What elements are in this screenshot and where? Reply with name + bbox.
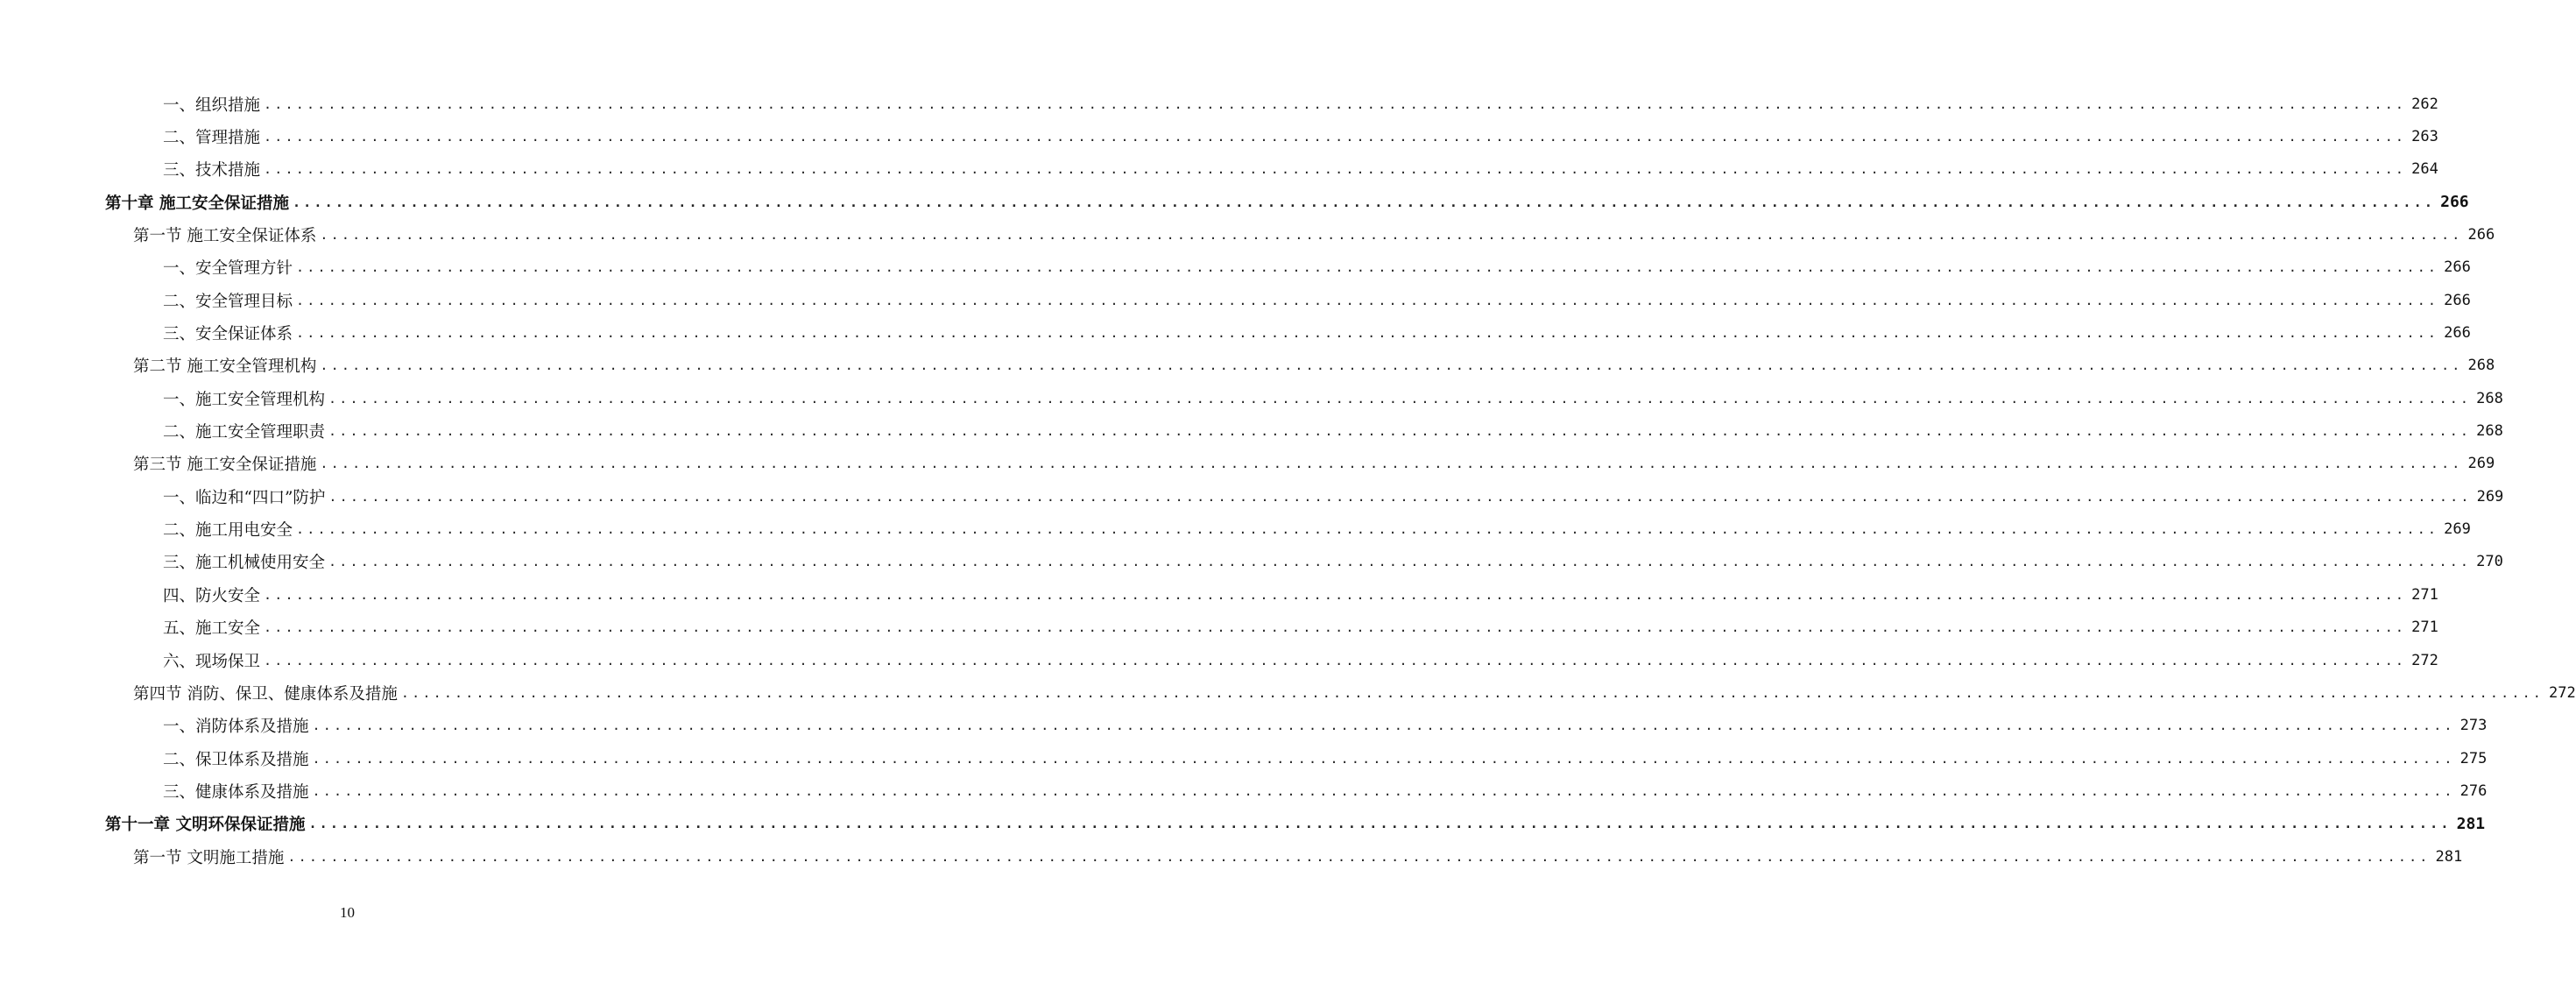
toc-dot-leader: ........................................................................................................................................................................................................ (320, 456, 2463, 472)
toc-entry-title: 第十章 施工安全保证措施 (105, 194, 289, 213)
toc-dot-leader: ........................................................................................................................................................................................................ (328, 390, 2472, 407)
toc-entry-page-number: 271 (2411, 585, 2438, 604)
toc-entry-title: 二、安全管理目标 (163, 292, 293, 311)
toc-entry-page-number: 275 (2460, 749, 2488, 767)
toc-dot-leader: ........................................................................................................................................................................................................ (320, 227, 2463, 244)
toc-entry-title: 二、保卫体系及措施 (163, 750, 309, 769)
toc-entry-page-number: 270 (2476, 553, 2503, 571)
toc-entry-page-number: 262 (2411, 95, 2438, 113)
toc-dot-leader: ........................................................................................................................................................................................................ (328, 554, 2472, 570)
toc-entry-title: 三、施工机械使用安全 (163, 554, 326, 573)
toc-entry-title: 第十一章 文明环保保证措施 (105, 816, 306, 835)
toc-entry-title: 三、健康体系及措施 (163, 782, 309, 802)
toc-dot-leader: ........................................................................................................................................................................................................ (312, 782, 2455, 799)
toc-subsection-entry[interactable] (0, 612, 2438, 644)
toc-subsection-entry[interactable] (0, 414, 2503, 447)
toc-section-entry[interactable] (0, 218, 2495, 251)
toc-subsection-entry[interactable] (0, 251, 2471, 284)
toc-subsection-entry[interactable] (0, 513, 2471, 545)
toc-subsection-entry[interactable] (0, 316, 2471, 349)
toc-entry-page-number: 266 (2444, 324, 2471, 343)
toc-dot-leader: ........................................................................................................................................................................................................ (400, 684, 2544, 701)
toc-entry-page-number: 269 (2444, 520, 2471, 539)
toc-subsection-entry[interactable] (0, 644, 2438, 676)
toc-subsection-entry[interactable] (0, 88, 2438, 120)
toc-dot-leader: ........................................................................................................................................................................................................ (264, 95, 2407, 112)
toc-dot-leader: ........................................................................................................................................................................................................ (328, 488, 2472, 505)
toc-subsection-entry[interactable] (0, 120, 2438, 152)
page-number: 10 (340, 904, 355, 921)
toc-subsection-entry[interactable] (0, 774, 2488, 807)
toc-entry-page-number: 269 (2467, 455, 2495, 473)
toc-subsection-entry[interactable] (0, 710, 2488, 742)
toc-entry-page-number: 268 (2476, 422, 2503, 441)
toc-entry-page-number: 276 (2460, 781, 2488, 800)
toc-dot-leader: ........................................................................................................................................................................................................ (296, 325, 2439, 342)
toc-section-entry[interactable] (0, 448, 2495, 480)
toc-entry-title: 第一节 施工安全保证体系 (133, 227, 317, 246)
toc-entry-page-number: 268 (2476, 389, 2503, 407)
toc-entry-page-number: 273 (2460, 717, 2488, 735)
toc-subsection-entry[interactable] (0, 153, 2438, 186)
toc-subsection-entry[interactable] (0, 480, 2504, 513)
toc-entry-title: 一、安全管理方针 (163, 259, 293, 279)
toc-dot-leader: ........................................................................................................................................................................................................ (264, 619, 2407, 636)
toc-dot-leader: ........................................................................................................................................................................................................ (264, 161, 2407, 178)
toc-entry-title: 第四节 消防、保卫、健康体系及措施 (133, 684, 398, 704)
toc-dot-leader: ........................................................................................................................................................................................................ (296, 521, 2439, 538)
table-of-contents (0, 88, 2576, 873)
toc-dot-leader: ........................................................................................................................................................................................................ (264, 586, 2407, 603)
toc-dot-leader: ........................................................................................................................................................................................................ (312, 718, 2455, 734)
toc-entry-title: 一、组织措施 (163, 95, 261, 115)
toc-entry-title: 二、施工安全管理职责 (163, 423, 326, 442)
toc-entry-title: 第三节 施工安全保证措施 (133, 456, 317, 475)
toc-subsection-entry[interactable] (0, 382, 2503, 414)
toc-dot-leader: ........................................................................................................................................................................................................ (308, 816, 2452, 832)
toc-entry-title: 六、现场保卫 (163, 652, 261, 671)
toc-entry-title: 第二节 施工安全管理机构 (133, 357, 317, 377)
toc-entry-title: 三、安全保证体系 (163, 325, 293, 344)
toc-chapter-entry[interactable] (0, 186, 2469, 218)
toc-entry-page-number: 263 (2411, 128, 2438, 146)
toc-entry-page-number: 269 (2476, 487, 2504, 506)
toc-dot-leader: ........................................................................................................................................................................................................ (264, 652, 2407, 668)
toc-entry-page-number: 281 (2456, 814, 2486, 833)
toc-entry-title: 一、消防体系及措施 (163, 718, 309, 737)
toc-dot-leader: ........................................................................................................................................................................................................ (287, 848, 2431, 865)
toc-chapter-entry[interactable] (0, 808, 2486, 840)
toc-subsection-entry[interactable] (0, 578, 2438, 611)
toc-entry-page-number: 271 (2411, 619, 2438, 637)
toc-entry-title: 第一节 文明施工措施 (133, 848, 285, 867)
toc-entry-page-number: 266 (2440, 193, 2469, 212)
toc-entry-page-number: 272 (2549, 683, 2576, 702)
toc-dot-leader: ........................................................................................................................................................................................................ (296, 292, 2439, 308)
toc-entry-title: 四、防火安全 (163, 586, 261, 605)
toc-dot-leader: ........................................................................................................................................................................................................ (312, 750, 2455, 767)
toc-entry-title: 二、施工用电安全 (163, 521, 293, 541)
toc-entry-title: 二、管理措施 (163, 129, 261, 148)
toc-entry-page-number: 272 (2411, 651, 2438, 669)
toc-section-entry[interactable] (0, 676, 2576, 709)
toc-entry-title: 一、临边和“四口”防护 (163, 488, 326, 507)
toc-entry-title: 一、施工安全管理机构 (163, 390, 326, 409)
toc-section-entry[interactable] (0, 840, 2463, 873)
toc-subsection-entry[interactable] (0, 742, 2488, 774)
toc-entry-page-number: 264 (2411, 160, 2438, 179)
toc-subsection-entry[interactable] (0, 284, 2471, 316)
toc-dot-leader: ........................................................................................................................................................................................................ (296, 259, 2439, 276)
toc-entry-title: 三、技术措施 (163, 161, 261, 180)
toc-dot-leader: ........................................................................................................................................................................................................ (328, 423, 2472, 440)
toc-entry-page-number: 266 (2444, 258, 2471, 277)
toc-entry-title: 五、施工安全 (163, 619, 261, 639)
toc-section-entry[interactable] (0, 350, 2495, 382)
toc-entry-page-number: 266 (2467, 226, 2495, 244)
toc-entry-page-number: 281 (2435, 847, 2463, 866)
toc-entry-page-number: 266 (2444, 291, 2471, 309)
toc-dot-leader: ........................................................................................................................................................................................................ (292, 194, 2436, 210)
toc-subsection-entry[interactable] (0, 546, 2503, 578)
toc-dot-leader: ........................................................................................................................................................................................................ (264, 129, 2407, 145)
toc-entry-page-number: 268 (2467, 357, 2495, 375)
toc-dot-leader: ........................................................................................................................................................................................................ (320, 357, 2463, 374)
